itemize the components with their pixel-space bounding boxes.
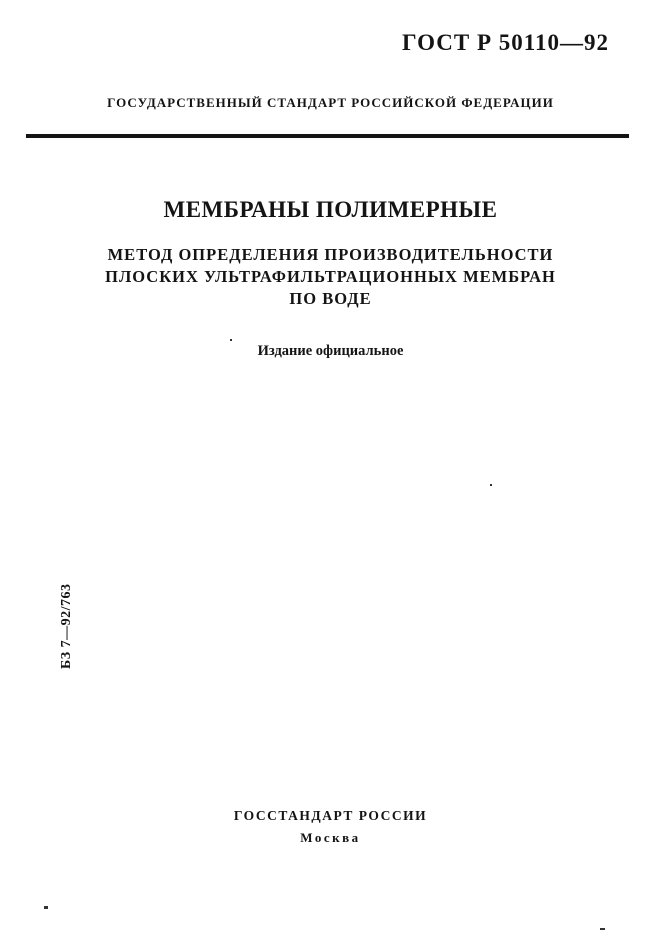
header-divider xyxy=(26,134,629,138)
side-print-code: БЗ 7—92/763 xyxy=(59,583,74,669)
publisher-city: Москва xyxy=(300,830,361,845)
subtitle-line-2: ПЛОСКИХ УЛЬТРАФИЛЬТРАЦИОННЫХ МЕМБРАН xyxy=(105,267,556,286)
document-number: ГОСТ Р 50110—92 xyxy=(402,30,609,55)
document-title: МЕМБРАНЫ ПОЛИМЕРНЫЕ xyxy=(163,197,498,222)
subtitle-line-1: МЕТОД ОПРЕДЕЛЕНИЯ ПРОИЗВОДИТЕЛЬНОСТИ xyxy=(107,245,554,264)
scan-speck xyxy=(490,484,492,486)
state-standard-heading: ГОСУДАРСТВЕННЫЙ СТАНДАРТ РОССИЙСКОЙ ФЕДЕРАЦИИ xyxy=(107,95,554,110)
scan-speck xyxy=(230,339,232,341)
subtitle-line-3: ПО ВОДЕ xyxy=(289,289,372,308)
document-subtitle xyxy=(0,244,661,310)
publisher-name: ГОССТАНДАРТ РОССИИ xyxy=(233,808,428,823)
scan-speck xyxy=(600,928,605,930)
edition-label: Издание официальное xyxy=(257,343,404,359)
scan-speck xyxy=(44,906,48,909)
